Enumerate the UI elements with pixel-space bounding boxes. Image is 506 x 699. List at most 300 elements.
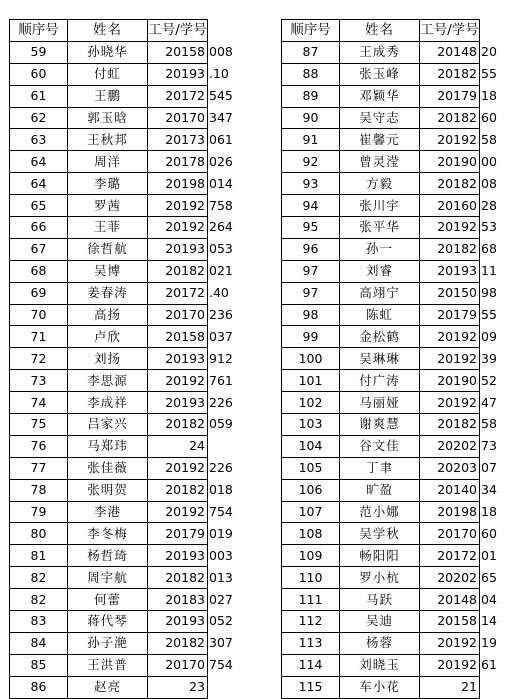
cell-id-tail: 28 — [481, 197, 497, 213]
table-row — [282, 282, 502, 304]
cell-seq: 65 — [10, 195, 68, 217]
cell-id-tail: 545 — [209, 88, 233, 104]
cell-id-tail: 754 — [209, 657, 233, 673]
cell-seq: 80 — [10, 523, 68, 545]
cell-name: 孙晓华 — [68, 41, 148, 63]
table-row — [10, 151, 236, 173]
cell-name: 高扬 — [68, 304, 148, 326]
cell-id-tail: 14 — [481, 613, 497, 629]
cell-id: 20182 — [148, 567, 208, 589]
table-row — [282, 304, 502, 326]
table-row — [282, 589, 502, 611]
cell-name: 罗茜 — [68, 195, 148, 217]
cell-seq: 64 — [10, 151, 68, 173]
cell-name: 高翊宁 — [340, 282, 420, 304]
cell-id-tail: 059 — [209, 416, 233, 432]
cell-name: 郭玉晗 — [68, 107, 148, 129]
cell-id: 20179 — [148, 523, 208, 545]
header-name: 姓名 — [68, 20, 148, 42]
cell-id-tail: 347 — [209, 110, 233, 125]
cell-id: 20148 — [420, 589, 480, 611]
cell-seq: 69 — [10, 282, 68, 304]
cell-name: 刘扬 — [68, 348, 148, 370]
cell-seq: 82 — [10, 567, 68, 589]
table-row — [282, 348, 502, 370]
cell-id: 20192 — [420, 632, 480, 654]
cell-seq: 112 — [282, 611, 340, 633]
cell-id: 20203 — [420, 457, 480, 479]
cell-id: 20193 — [148, 348, 208, 370]
cell-seq: 61 — [10, 85, 68, 107]
cell-id: 20172 — [420, 545, 480, 567]
cell-id: 20190 — [420, 151, 480, 173]
table-row — [10, 479, 236, 501]
cell-id-tail: 68 — [481, 241, 497, 257]
cell-id: 20193 — [148, 611, 208, 633]
cell-id: 20148 — [420, 41, 480, 63]
cell-id-tail: 58 — [481, 416, 497, 432]
cell-id: 20198 — [420, 501, 480, 523]
cell-name: 李思源 — [68, 370, 148, 392]
cell-name: 张佳薇 — [68, 457, 148, 479]
table-row — [282, 370, 502, 392]
table-row — [10, 654, 236, 676]
table-row — [10, 282, 236, 304]
cell-id: 20193 — [148, 238, 208, 260]
table-row — [10, 589, 236, 611]
cell-name: 陈虹 — [340, 304, 420, 326]
cell-name: 丁聿 — [340, 457, 420, 479]
cell-id-tail: 65 — [481, 569, 497, 585]
cell-seq: 76 — [10, 435, 68, 457]
table-row — [282, 195, 502, 217]
cell-id: 20192 — [420, 326, 480, 348]
cell-name: 付虹 — [68, 63, 148, 85]
table-row — [10, 392, 236, 414]
table-row — [10, 348, 236, 370]
cell-id-tail: 39 — [481, 350, 497, 366]
cell-id: 20192 — [420, 348, 480, 370]
roster-table-left — [9, 19, 236, 699]
table-row — [282, 435, 502, 457]
cell-name: 张明贺 — [68, 479, 148, 501]
table-row — [282, 85, 502, 107]
cell-name: 姜春涛 — [68, 282, 148, 304]
table-row — [10, 41, 236, 63]
table-row — [10, 370, 236, 392]
cell-id: 20150 — [420, 282, 480, 304]
cell-name: 张平华 — [340, 217, 420, 239]
cell-seq: 68 — [10, 260, 68, 282]
cell-seq: 104 — [282, 435, 340, 457]
table-row — [282, 129, 502, 151]
cell-seq: 87 — [282, 41, 340, 63]
cell-seq: 85 — [10, 654, 68, 676]
header-id-tail — [208, 20, 236, 42]
cell-name: 王鹏 — [68, 85, 148, 107]
table-row — [10, 217, 236, 239]
cell-seq: 95 — [282, 217, 340, 239]
table-row — [282, 457, 502, 479]
cell-name: 金松鹤 — [340, 326, 420, 348]
cell-id: 20192 — [148, 501, 208, 523]
table-row — [10, 63, 236, 85]
table-row — [282, 63, 502, 85]
cell-name: 孙一 — [340, 238, 420, 260]
cell-id: 20182 — [148, 632, 208, 654]
cell-id-tail — [480, 676, 502, 698]
cell-seq: 109 — [282, 545, 340, 567]
cell-id: 23 — [148, 676, 208, 698]
table-row — [282, 173, 502, 195]
cell-name: 吴琳琳 — [340, 348, 420, 370]
table-row — [10, 676, 236, 698]
header-name: 姓名 — [340, 20, 420, 42]
cell-name: 李璐 — [68, 173, 148, 195]
cell-name: 范小娜 — [340, 501, 420, 523]
cell-name: 李成祥 — [68, 392, 148, 414]
table-row — [282, 107, 502, 129]
cell-id-tail: 52 — [481, 372, 497, 388]
header-row — [282, 20, 502, 42]
cell-name: 崔馨元 — [340, 129, 420, 151]
cell-id: 20202 — [420, 567, 480, 589]
cell-name: 周宇航 — [68, 567, 148, 589]
table-row — [10, 632, 236, 654]
cell-seq: 64 — [10, 173, 68, 195]
cell-seq: 110 — [282, 567, 340, 589]
cell-name: 徐哲航 — [68, 238, 148, 260]
table-row — [10, 304, 236, 326]
cell-id: 20190 — [420, 370, 480, 392]
cell-name: 张川宇 — [340, 195, 420, 217]
roster-table-right — [281, 19, 502, 699]
cell-seq: 96 — [282, 238, 340, 260]
table-row — [282, 414, 502, 436]
cell-id-tail: 47 — [481, 394, 497, 410]
table-row — [282, 523, 502, 545]
cell-id: 20183 — [148, 589, 208, 611]
cell-name: 蒋代琴 — [68, 611, 148, 633]
cell-name: 杨哲琦 — [68, 545, 148, 567]
cell-name: 吴学秋 — [340, 523, 420, 545]
cell-id: 20158 — [420, 611, 480, 633]
cell-name: 赵亮 — [68, 676, 148, 698]
table-row — [282, 326, 502, 348]
cell-id: 21 — [420, 676, 480, 698]
cell-id: 20198 — [148, 173, 208, 195]
cell-id-tail: 008 — [209, 44, 233, 60]
table-row — [10, 457, 236, 479]
cell-id-tail: 061 — [209, 131, 233, 147]
table-row — [282, 676, 502, 698]
cell-name: 刘晓玉 — [340, 654, 420, 676]
cell-seq: 114 — [282, 654, 340, 676]
header-id-tail — [480, 20, 502, 42]
cell-id-tail: 34 — [481, 482, 497, 498]
cell-name: 车小花 — [340, 676, 420, 698]
cell-id-tail: 73 — [481, 438, 497, 454]
cell-id-tail: 53 — [481, 219, 497, 235]
cell-id-tail: 07 — [481, 460, 497, 476]
cell-id: 20182 — [420, 63, 480, 85]
cell-name: 孙子滟 — [68, 632, 148, 654]
cell-seq: 88 — [282, 63, 340, 85]
cell-id: 20182 — [148, 414, 208, 436]
cell-name: 付广涛 — [340, 370, 420, 392]
cell-id-tail: 20 — [481, 44, 497, 60]
table-row — [282, 501, 502, 523]
cell-id-tail: 027 — [209, 591, 233, 607]
cell-id: 20179 — [420, 85, 480, 107]
cell-name: 吴博 — [68, 260, 148, 282]
table-row — [10, 435, 236, 457]
cell-seq: 66 — [10, 217, 68, 239]
cell-name: 曾灵滢 — [340, 151, 420, 173]
cell-name: 王洪普 — [68, 654, 148, 676]
table-row — [10, 611, 236, 633]
cell-name: 刘睿 — [340, 260, 420, 282]
cell-name: 马郑玮 — [68, 435, 148, 457]
cell-seq: 94 — [282, 195, 340, 217]
cell-id-tail: 01 — [481, 547, 497, 563]
cell-id: 20202 — [420, 435, 480, 457]
cell-name: 邓颖华 — [340, 85, 420, 107]
table-row — [10, 260, 236, 282]
cell-seq: 115 — [282, 676, 340, 698]
cell-name: 旷盈 — [340, 479, 420, 501]
cell-id: 24 — [148, 435, 208, 457]
table-row — [10, 195, 236, 217]
cell-id-tail: 264 — [209, 219, 233, 235]
cell-seq: 63 — [10, 129, 68, 151]
cell-id-tail: 307 — [209, 635, 233, 651]
cell-id: 20193 — [420, 260, 480, 282]
cell-id-tail: .40 — [209, 285, 229, 301]
header-id: 工号/学号 — [148, 20, 208, 42]
cell-seq: 90 — [282, 107, 340, 129]
cell-seq: 83 — [10, 611, 68, 633]
cell-id-tail: 013 — [209, 569, 233, 585]
cell-seq: 93 — [282, 173, 340, 195]
table-row — [10, 523, 236, 545]
cell-seq: 102 — [282, 392, 340, 414]
cell-name: 李港 — [68, 501, 148, 523]
cell-seq: 72 — [10, 348, 68, 370]
table-row — [10, 85, 236, 107]
cell-seq: 98 — [282, 304, 340, 326]
cell-seq: 107 — [282, 501, 340, 523]
cell-id: 20140 — [420, 479, 480, 501]
cell-id-tail: 18 — [481, 504, 497, 520]
cell-seq: 82 — [10, 589, 68, 611]
table-row — [10, 567, 236, 589]
table-row — [10, 238, 236, 260]
cell-name: 谢爽慧 — [340, 414, 420, 436]
cell-seq: 99 — [282, 326, 340, 348]
cell-id-tail: 761 — [209, 372, 233, 388]
cell-id: 20170 — [148, 107, 208, 129]
cell-id: 20192 — [420, 654, 480, 676]
cell-id: 20192 — [148, 370, 208, 392]
cell-seq: 71 — [10, 326, 68, 348]
cell-id-tail — [208, 435, 236, 457]
cell-id-tail: 61 — [481, 657, 497, 673]
cell-id-tail: 11 — [481, 263, 497, 279]
cell-id: 20182 — [148, 479, 208, 501]
cell-id-tail: 00 — [481, 153, 497, 169]
cell-id: 20182 — [420, 107, 480, 129]
cell-id-tail: 19 — [481, 635, 497, 651]
cell-id-tail — [208, 676, 236, 698]
cell-id: 20158 — [148, 41, 208, 63]
cell-name: 杨蓉 — [340, 632, 420, 654]
cell-seq: 111 — [282, 589, 340, 611]
cell-name: 周洋 — [68, 151, 148, 173]
table-row — [10, 501, 236, 523]
cell-id-tail: 98 — [481, 285, 497, 301]
header-id: 工号/学号 — [420, 20, 480, 42]
cell-seq: 84 — [10, 632, 68, 654]
cell-name: 罗小杭 — [340, 567, 420, 589]
table-row — [282, 392, 502, 414]
cell-seq: 89 — [282, 85, 340, 107]
cell-id: 20182 — [420, 414, 480, 436]
cell-id-tail: 014 — [209, 175, 233, 191]
cell-id: 20170 — [148, 304, 208, 326]
cell-id: 20192 — [420, 392, 480, 414]
table-row — [282, 654, 502, 676]
cell-seq: 77 — [10, 457, 68, 479]
cell-id-tail: 236 — [209, 307, 233, 323]
cell-name: 吴迪 — [340, 611, 420, 633]
cell-id: 20173 — [148, 129, 208, 151]
table-row — [282, 479, 502, 501]
cell-id-tail: 55 — [481, 66, 497, 82]
cell-id: 20193 — [148, 63, 208, 85]
cell-id: 20182 — [420, 173, 480, 195]
cell-id: 20192 — [148, 457, 208, 479]
cell-seq: 60 — [10, 63, 68, 85]
cell-seq: 86 — [10, 676, 68, 698]
cell-seq: 62 — [10, 107, 68, 129]
cell-seq: 113 — [282, 632, 340, 654]
cell-name: 吕家兴 — [68, 414, 148, 436]
cell-seq: 91 — [282, 129, 340, 151]
cell-name: 何蕾 — [68, 589, 148, 611]
cell-seq: 103 — [282, 414, 340, 436]
cell-id-tail: 026 — [209, 153, 233, 169]
cell-seq: 92 — [282, 151, 340, 173]
cell-id: 20179 — [420, 304, 480, 326]
cell-id-tail: .10 — [209, 66, 229, 82]
cell-seq: 78 — [10, 479, 68, 501]
table-row — [282, 238, 502, 260]
table-row — [10, 414, 236, 436]
cell-seq: 59 — [10, 41, 68, 63]
cell-id-tail: 55 — [481, 307, 497, 323]
cell-seq: 81 — [10, 545, 68, 567]
cell-id: 20182 — [420, 238, 480, 260]
cell-id: 20192 — [420, 129, 480, 151]
cell-seq: 75 — [10, 414, 68, 436]
cell-seq: 106 — [282, 479, 340, 501]
table-row — [10, 107, 236, 129]
header-seq: 顺序号 — [10, 20, 68, 42]
cell-id: 20178 — [148, 151, 208, 173]
cell-id: 20193 — [148, 392, 208, 414]
cell-seq: 74 — [10, 392, 68, 414]
cell-id-tail: 758 — [209, 197, 233, 213]
cell-id-tail: 226 — [209, 460, 233, 476]
cell-name: 马跃 — [340, 589, 420, 611]
cell-name: 张玉峰 — [340, 63, 420, 85]
cell-id: 20170 — [148, 654, 208, 676]
cell-id: 20172 — [148, 282, 208, 304]
table-row — [282, 611, 502, 633]
cell-name: 王菲 — [68, 217, 148, 239]
cell-id-tail: 09 — [481, 328, 497, 344]
cell-id-tail: 019 — [209, 525, 233, 541]
cell-id: 20192 — [148, 195, 208, 217]
cell-id-tail: 60 — [481, 525, 497, 541]
cell-id-tail: 754 — [209, 504, 233, 520]
table-row — [282, 545, 502, 567]
cell-id: 20193 — [148, 545, 208, 567]
table-row — [10, 129, 236, 151]
table-row — [282, 260, 502, 282]
cell-name: 卢欣 — [68, 326, 148, 348]
cell-id-tail: 018 — [209, 482, 233, 498]
cell-seq: 105 — [282, 457, 340, 479]
table-row — [282, 632, 502, 654]
table-row — [282, 217, 502, 239]
cell-id-tail: 912 — [209, 350, 233, 366]
table-row — [10, 326, 236, 348]
header-seq: 顺序号 — [282, 20, 340, 42]
cell-id-tail: 08 — [481, 175, 497, 191]
cell-id: 20170 — [420, 523, 480, 545]
cell-seq: 73 — [10, 370, 68, 392]
cell-id: 20158 — [148, 326, 208, 348]
header-row — [10, 20, 236, 42]
cell-name: 王秋邦 — [68, 129, 148, 151]
cell-name: 马丽娅 — [340, 392, 420, 414]
cell-id-tail: 037 — [209, 328, 233, 344]
cell-seq: 100 — [282, 348, 340, 370]
table-row — [282, 567, 502, 589]
table-row — [10, 173, 236, 195]
cell-id-tail: 226 — [209, 394, 233, 410]
cell-name: 谷文佳 — [340, 435, 420, 457]
cell-id: 20192 — [420, 217, 480, 239]
cell-name: 畅阳阳 — [340, 545, 420, 567]
cell-seq: 108 — [282, 523, 340, 545]
cell-id: 20192 — [148, 217, 208, 239]
table-row — [282, 41, 502, 63]
cell-id-tail: 58 — [481, 131, 497, 147]
cell-id-tail: 052 — [209, 613, 233, 629]
cell-id-tail: 021 — [209, 263, 233, 279]
cell-name: 方毅 — [340, 173, 420, 195]
cell-seq: 101 — [282, 370, 340, 392]
cell-id: 20182 — [148, 260, 208, 282]
cell-name: 李冬梅 — [68, 523, 148, 545]
table-row — [282, 151, 502, 173]
cell-name: 王成秀 — [340, 41, 420, 63]
cell-id-tail: 003 — [209, 547, 233, 563]
cell-seq: 97 — [282, 282, 340, 304]
